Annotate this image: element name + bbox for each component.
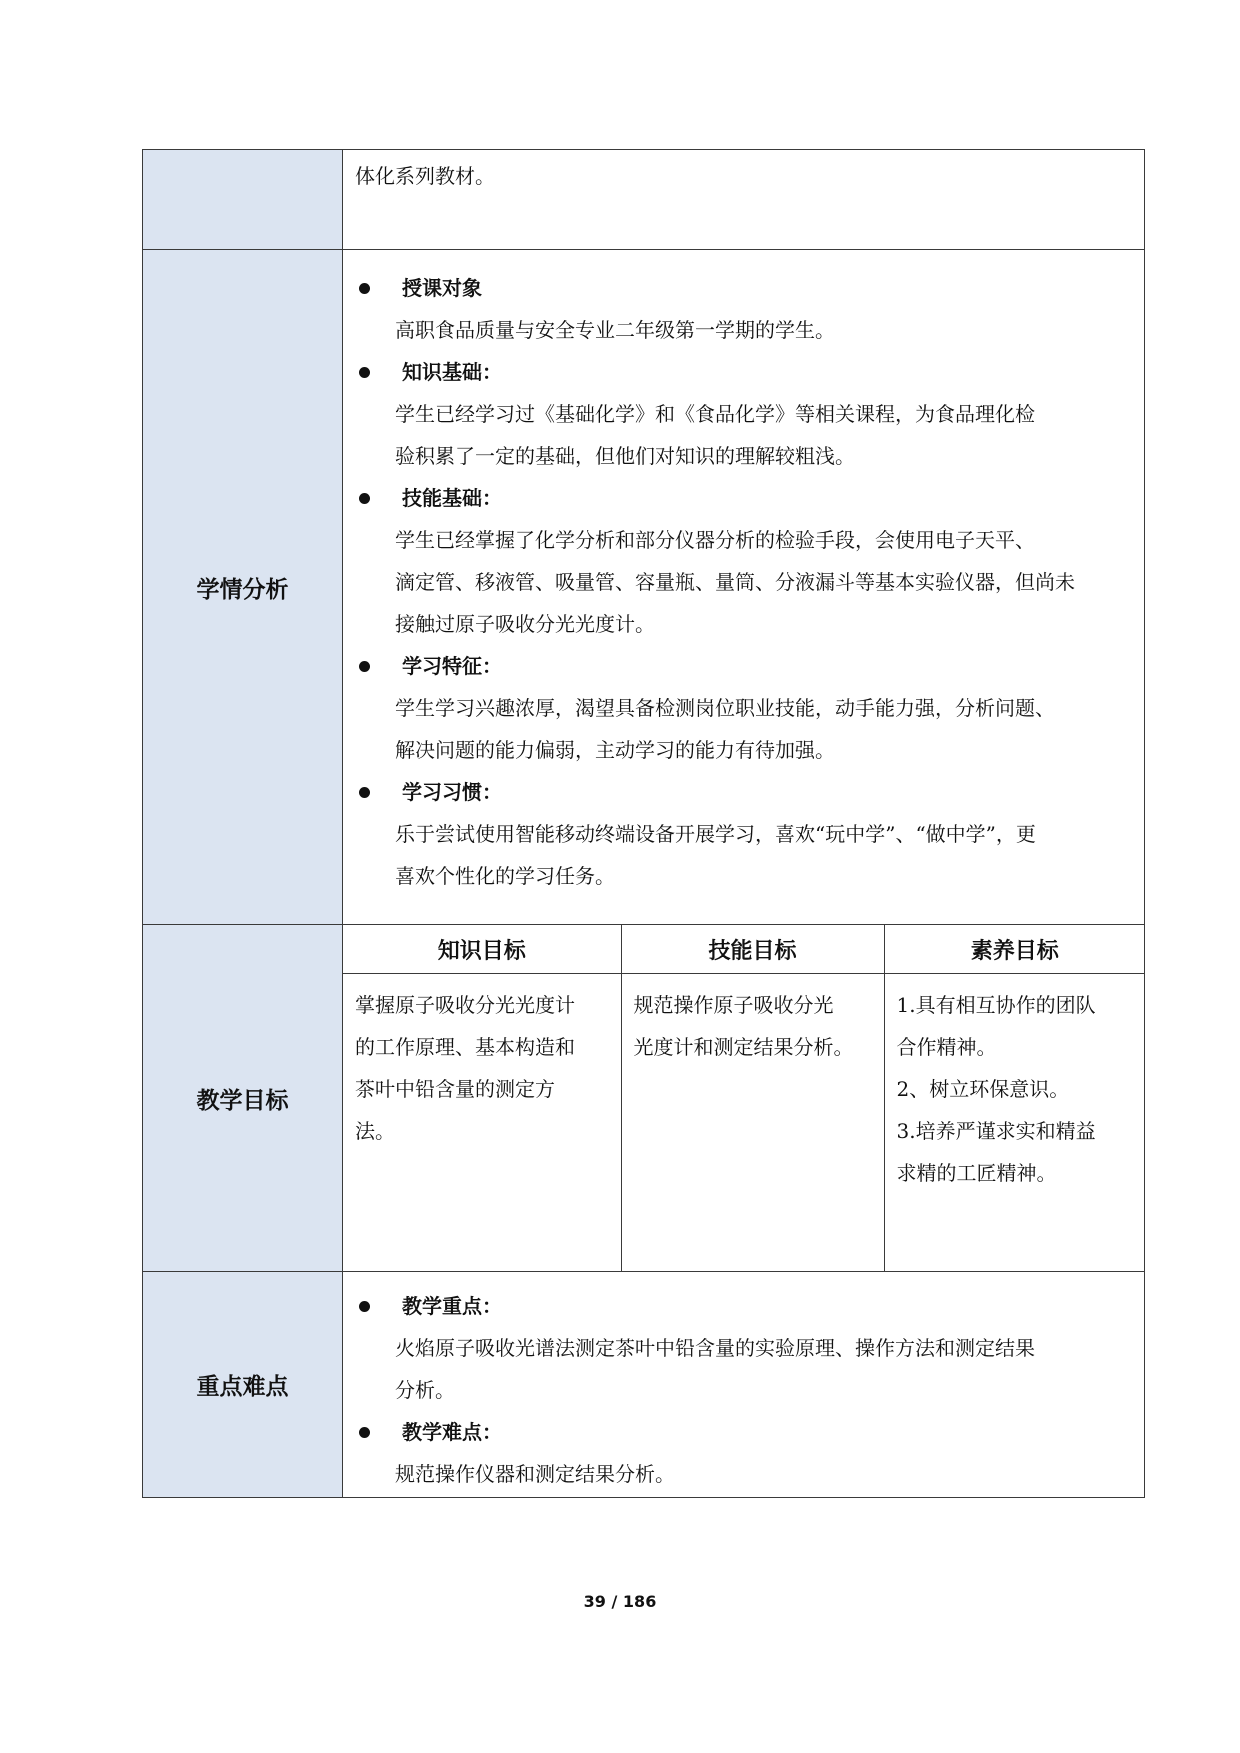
literacy-goal-line: 1.具有相互协作的团队	[896, 993, 1096, 1017]
key-points-label: 重点难点	[143, 1272, 343, 1498]
knowledge-goal-text	[343, 974, 621, 1272]
skill-goal-line: 光度计和测定结果分析。	[633, 1035, 854, 1059]
bullet-dot-icon	[359, 283, 370, 294]
literacy-goal-line: 3.培养严谨求实和精益	[896, 1119, 1096, 1143]
section-paragraph	[355, 687, 1134, 771]
paragraph-line: 乐于尝试使用智能移动终端设备开展学习，喜欢“玩中学”、“做中学”，更	[395, 822, 1036, 846]
bullet-dot-icon	[359, 787, 370, 798]
bullet-item	[355, 645, 1134, 687]
bullet-item	[355, 351, 1134, 393]
bullet-item	[355, 1285, 1134, 1327]
row-teaching-goals	[143, 925, 1145, 1272]
bullet-dot-icon	[359, 661, 370, 672]
paragraph-line: 喜欢个性化的学习任务。	[395, 864, 615, 888]
bullet-heading: 教学难点：	[402, 1420, 502, 1444]
bullet-dot-icon	[359, 1301, 370, 1312]
paragraph-line: 规范操作仪器和测定结果分析。	[395, 1462, 675, 1486]
skill-goal-line: 规范操作原子吸收分光	[633, 993, 834, 1017]
key-points-cell	[343, 1272, 1145, 1498]
section-paragraph	[355, 309, 1134, 351]
bullet-item	[355, 477, 1134, 519]
key-points-content	[343, 1272, 1144, 1495]
literacy-goal-line: 合作精神。	[896, 1035, 997, 1059]
paragraph-line: 学生学习兴趣浓厚，渴望具备检测岗位职业技能，动手能力强，分析问题、	[395, 696, 1055, 720]
bullet-item	[355, 1411, 1134, 1453]
paragraph-line: 高职食品质量与安全专业二年级第一学期的学生。	[395, 318, 835, 342]
bullet-heading: 教学重点：	[402, 1294, 502, 1318]
section-paragraph	[355, 393, 1134, 477]
bullet-heading: 学习特征：	[402, 654, 502, 678]
paragraph-line: 接触过原子吸收分光光度计。	[395, 612, 655, 636]
row-learner-analysis	[143, 250, 1145, 925]
bullet-dot-icon	[359, 367, 370, 378]
label-cell-empty	[143, 150, 343, 250]
paragraph-line: 分析。	[395, 1378, 455, 1402]
knowledge-goal-line: 茶叶中铅含量的测定方	[355, 1077, 555, 1101]
section-paragraph	[355, 1327, 1134, 1411]
lesson-plan-table	[142, 149, 1145, 1498]
page-number: 39 / 186	[583, 1592, 657, 1611]
paragraph-line: 火焰原子吸收光谱法测定茶叶中铅含量的实验原理、操作方法和测定结果	[395, 1336, 1035, 1360]
bullet-heading: 授课对象	[402, 276, 482, 300]
literacy-goal-line: 求精的工匠精神。	[896, 1161, 1057, 1185]
bullet-item	[355, 267, 1134, 309]
bullet-dot-icon	[359, 493, 370, 504]
paragraph-line: 验积累了一定的基础，但他们对知识的理解较粗浅。	[395, 444, 855, 468]
bullet-item	[355, 771, 1134, 813]
teaching-goals-cell	[343, 925, 1145, 1272]
paragraph-line: 滴定管、移液管、吸量管、容量瓶、量筒、分液漏斗等基本实验仪器，但尚未	[395, 570, 1075, 594]
continuation-cell	[343, 150, 1145, 250]
goals-subtable	[343, 925, 1145, 1271]
continuation-text: 体化系列教材。	[355, 164, 495, 188]
bullet-heading: 学习习惯：	[402, 780, 502, 804]
section-paragraph	[355, 519, 1134, 645]
bullet-dot-icon	[359, 1427, 370, 1438]
literacy-goal-line: 2、树立环保意识。	[896, 1077, 1070, 1101]
bullet-heading: 技能基础：	[402, 486, 502, 510]
learner-analysis-cell	[343, 250, 1145, 925]
row-key-difficult-points	[143, 1272, 1145, 1498]
row-continuation	[143, 150, 1145, 250]
bullet-heading: 知识基础：	[402, 360, 502, 384]
learner-analysis-content	[343, 250, 1144, 897]
goals-body-row	[343, 974, 1145, 1272]
knowledge-goal-line: 法。	[355, 1119, 395, 1143]
skill-goal-header: 技能目标	[621, 925, 884, 974]
knowledge-goal-header: 知识目标	[343, 925, 621, 974]
learner-analysis-label: 学情分析	[143, 250, 343, 925]
paragraph-line: 学生已经学习过《基础化学》和《食品化学》等相关课程，为食品理化检	[395, 402, 1035, 426]
literacy-goal-header: 素养目标	[884, 925, 1145, 974]
section-paragraph	[355, 813, 1134, 897]
teaching-goals-label: 教学目标	[143, 925, 343, 1272]
literacy-goal-text	[884, 974, 1145, 1272]
goals-header-row	[343, 925, 1145, 974]
paragraph-line: 学生已经掌握了化学分析和部分仪器分析的检验手段，会使用电子天平、	[395, 528, 1035, 552]
skill-goal-text	[621, 974, 884, 1272]
knowledge-goal-line: 的工作原理、基本构造和	[355, 1035, 575, 1059]
section-paragraph	[355, 1453, 1134, 1495]
knowledge-goal-line: 掌握原子吸收分光光度计	[355, 993, 575, 1017]
paragraph-line: 解决问题的能力偏弱，主动学习的能力有待加强。	[395, 738, 835, 762]
